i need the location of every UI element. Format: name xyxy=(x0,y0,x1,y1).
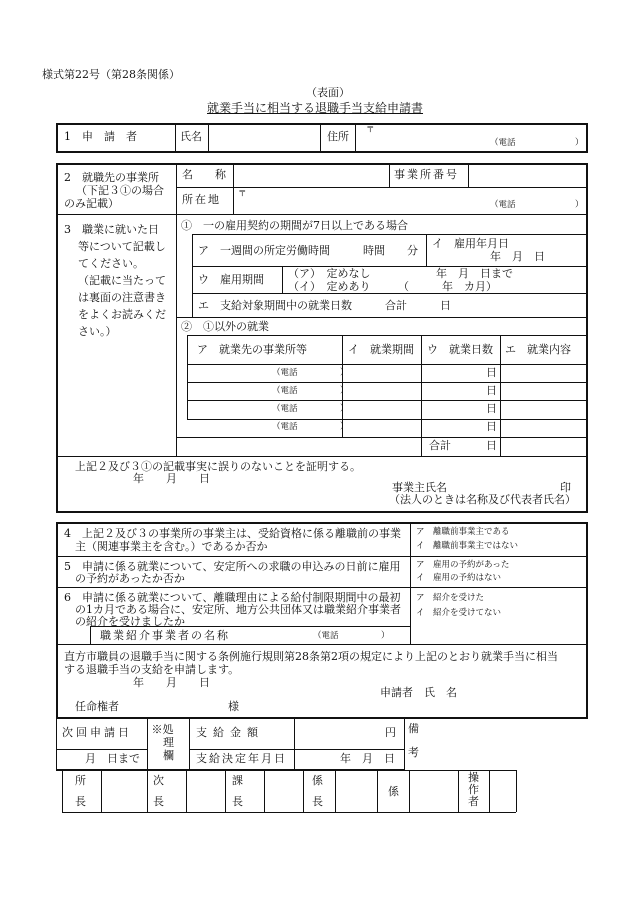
payment-decision-date-label: 支給決定年月日 xyxy=(196,752,287,765)
certify-date[interactable]: 年 月 日 xyxy=(133,472,210,485)
applicant-name-field[interactable] xyxy=(210,125,318,150)
q6-option-i[interactable]: イ 紹介を受けてない xyxy=(416,608,502,618)
q6-text-3: の紹介を受けましたか xyxy=(75,615,185,628)
form-number: 様式第22号（第28条関係） xyxy=(42,68,180,81)
employer-note: （下記３①の場合 xyxy=(76,184,164,197)
col-header-period: イ 就業期間 xyxy=(348,343,414,356)
honorific-sama: 様 xyxy=(228,700,239,713)
col-header-employer: ア 就業先の事業所等 xyxy=(197,343,307,356)
q6-text: 6 申請に係る就業について、離職理由による給付制限期間中の最初 xyxy=(64,591,401,604)
payment-amount-unit: 円 xyxy=(385,726,396,739)
row-days-unit: 日 xyxy=(486,420,497,433)
job-label-line: てください。 xyxy=(78,257,144,270)
q6-option-a[interactable]: ア 紹介を受けた xyxy=(416,593,485,603)
case2-title: ② ①以外の就業 xyxy=(181,320,269,333)
director-stamp-label: 所 xyxy=(75,774,86,787)
staff-stamp-box[interactable] xyxy=(410,771,457,811)
employer-name-field[interactable] xyxy=(235,164,387,186)
deputy-stamp-label: 次 xyxy=(153,774,164,787)
weekly-hours-field[interactable] xyxy=(330,236,424,265)
unit-chief-stamp-label: 係 xyxy=(312,774,323,787)
employer-postal-mark: 〒 xyxy=(238,189,247,199)
corporation-note: （法人のときは名称及び代表者氏名） xyxy=(389,493,576,506)
staff-stamp-label: 係 xyxy=(388,785,399,798)
employer-note-2: のみ記載） xyxy=(64,197,119,210)
payment-decision-date[interactable]: 年 月 日 xyxy=(340,752,395,765)
section-chief-stamp-label-2: 長 xyxy=(232,795,243,808)
q5-text: 5 申請に係る就業について、安定所への求職の申込みの日前に雇用 xyxy=(64,560,401,573)
employment-period-label: ウ 雇用期間 xyxy=(198,273,264,286)
period-option-fixed[interactable]: （イ） 定めあり （ 年 カ月） xyxy=(288,280,497,293)
employer-address-label: 所在地 xyxy=(182,193,221,206)
job-label-line: 等について記載し xyxy=(78,240,166,253)
total-label: 合計 xyxy=(429,439,451,452)
row-tel: （電話 ） xyxy=(272,386,349,396)
business-owner-label: 事業主氏名 xyxy=(392,481,447,494)
job-label-line: （記載に当たって xyxy=(78,274,166,287)
employer-label: 2 就職先の事業所 xyxy=(64,171,159,184)
q5-option-a[interactable]: ア 雇用の予約があった xyxy=(416,560,510,570)
employer-tel: （電話 ） xyxy=(490,200,584,210)
processing-label-line: 理 xyxy=(163,736,174,749)
unit-chief-stamp-box[interactable] xyxy=(336,771,376,811)
section-chief-stamp-label: 課 xyxy=(232,774,243,787)
remarks-label: 備 xyxy=(408,722,419,735)
deputy-stamp-label-2: 長 xyxy=(153,795,164,808)
q6-text-2: の1カ月である場合に、安定所、地方公共団体又は職業紹介事業者 xyxy=(75,603,401,616)
job-section-label xyxy=(64,221,166,340)
appointing-authority-label: 任命権者 xyxy=(75,700,119,713)
operator-label-line: 操 xyxy=(468,771,479,784)
applicant-postal-mark: 〒 xyxy=(366,125,375,135)
applicant-tel: （電話 ） xyxy=(490,138,584,148)
job-label-line: 3 職業に就いた日 xyxy=(64,223,159,236)
operator-label-line: 作 xyxy=(468,783,479,796)
q4-text: 4 上記２及び３の事業所の事業主は、受給資格に係る離職前の事業 xyxy=(64,527,401,540)
applicant-address-label: 住所 xyxy=(327,130,349,143)
row-tel: （電話 ） xyxy=(272,422,349,432)
director-stamp-box[interactable] xyxy=(102,771,146,811)
payment-amount-label: 支給金額 xyxy=(196,726,264,739)
seal-mark: 印 xyxy=(560,481,571,494)
remarks-label-2: 考 xyxy=(408,746,419,759)
col-header-days: ウ 就業日数 xyxy=(427,343,493,356)
q5-text-2: の予約があったか否か xyxy=(75,572,185,585)
office-number-field[interactable] xyxy=(470,164,585,186)
request-text-2: する退職手当の支給を申請します。 xyxy=(64,663,240,676)
row-days-unit: 日 xyxy=(486,366,497,379)
row-days-unit: 日 xyxy=(486,384,497,397)
row-tel: （電話 ） xyxy=(272,404,349,414)
period-option-indefinite[interactable]: （ア） 定めなし xyxy=(288,267,371,280)
row-tel: （電話 ） xyxy=(272,368,349,378)
operator-label-line: 者 xyxy=(468,795,479,808)
next-application-until[interactable]: 月 日まで xyxy=(85,752,140,765)
row-days-unit: 日 xyxy=(486,402,497,415)
operator-stamp-box[interactable] xyxy=(490,771,515,811)
q4-text-2: 主（関連事業主を含む。）であるか否か xyxy=(75,540,268,553)
weekly-hours-label: ア 一週間の所定労働時間 時間 分 xyxy=(198,244,418,257)
job-label-line: をよくお読みくだ xyxy=(78,308,166,321)
applicant-name-label: 氏名 xyxy=(180,130,202,143)
job-label-line: は裏面の注意書き xyxy=(78,291,166,304)
applicant-address-field[interactable] xyxy=(357,125,585,150)
operator-stamp-label xyxy=(468,772,479,808)
applicant-signature-label: 申請者 氏 名 xyxy=(380,686,457,699)
q4-option-i[interactable]: イ 離職前事業主ではない xyxy=(416,541,519,551)
form-side-label: （表面） xyxy=(306,86,350,99)
next-application-label: 次回申請日 xyxy=(62,726,132,739)
processing-label-line: ※処 xyxy=(151,723,174,736)
employer-name-label: 名 称 xyxy=(182,168,226,181)
employer-address-field[interactable] xyxy=(235,189,585,213)
hire-date-value[interactable]: 年 月 日 xyxy=(490,250,545,263)
deputy-stamp-box[interactable] xyxy=(187,771,224,811)
payment-amount-field[interactable] xyxy=(296,719,382,748)
q4-option-a[interactable]: ア 離職前事業主である xyxy=(416,527,510,537)
page-title: 就業手当に相当する退職手当支給申請書 xyxy=(207,101,424,115)
placement-agency-label: 職業紹介事業者の名称 xyxy=(100,629,230,642)
work-days-total-label: エ 支給対象期間中の就業日数 合計 日 xyxy=(198,299,451,312)
job-label-line: さい。） xyxy=(78,325,117,338)
request-date[interactable]: 年 月 日 xyxy=(133,676,210,689)
director-stamp-label-2: 長 xyxy=(75,795,86,808)
total-unit: 日 xyxy=(486,439,497,452)
processing-label-line: 欄 xyxy=(163,749,174,762)
unit-chief-stamp-label-2: 長 xyxy=(312,795,323,808)
period-end-date[interactable]: 年 月 日まで xyxy=(436,267,513,280)
col-header-content: エ 就業内容 xyxy=(505,343,571,356)
processing-column-label xyxy=(151,723,174,762)
certify-text: 上記２及び３①の記載事実に誤りのないことを証明する。 xyxy=(75,460,361,473)
q5-option-i[interactable]: イ 雇用の予約はない xyxy=(416,573,502,583)
hire-date-label: イ 雇用年月日 xyxy=(432,237,509,250)
remarks-field[interactable] xyxy=(422,719,585,769)
office-number-label: 事業所番号 xyxy=(394,168,459,181)
placement-agency-tel[interactable]: （電話 ） xyxy=(313,631,390,641)
applicant-label: 1 申 請 者 xyxy=(64,130,137,143)
case1-title: ① 一の雇用契約の期間が7日以上である場合 xyxy=(181,219,408,232)
section-chief-stamp-box[interactable] xyxy=(265,771,302,811)
request-text: 直方市職員の退職手当に関する条例施行規則第28条第2項の規定により上記のとおり就業手当に相当 xyxy=(64,650,558,663)
